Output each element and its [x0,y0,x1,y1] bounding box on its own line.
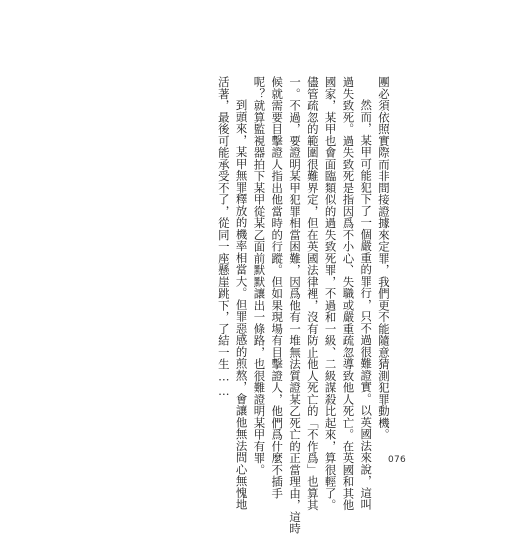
vertical-text-body [214,76,392,534]
text-line-7: 候就需要目擊證人指出他當時的行蹤。但如果現場有目擊證人，他們爲什麼不插手 [270,76,285,499]
text-line-2: 然而，某甲可能犯下了一個嚴重的罪行，只不過很難證實。以英國法來說，這叫 [359,98,374,511]
page-number: 076 [388,455,407,465]
text-line-5: 儘管疏忽的範圍很難界定，但在英國法律裡，沒有防止他人死亡的「不作爲」也算其 [305,76,320,511]
text-line-9: 到頭來，某甲無罪釋放的機率相當大。但罪惡感的煎熬，會讓他無法問心無愧地 [234,98,249,511]
text-line-8: 呢？就算監視器拍下某甲從某乙面前默默讓出一條路，也很難證明某甲有罪。 [252,76,267,476]
text-line-6: 一。不過，要證明某甲犯罪相當困難，因爲他有一堆無法質證某乙死亡的正當理由，這時 [288,76,303,534]
text-line-1: 團必須依照實際而非間接證據來定罪，我們更不能隨意猜測犯罪動機。 [377,76,391,441]
text-line-10: 活著，最後可能承受不了，從同一座懸崖跳下，了結一生…… [216,76,231,399]
text-line-4: 國家，某甲也會面臨類似的過失致死罪，不過和一級、二級謀殺比起來，算很輕了。 [323,76,338,511]
text-line-3: 過失致死。過失致死是指因爲不小心、失職或嚴重疏忽導致他人死亡。在英國和其他 [341,76,356,511]
